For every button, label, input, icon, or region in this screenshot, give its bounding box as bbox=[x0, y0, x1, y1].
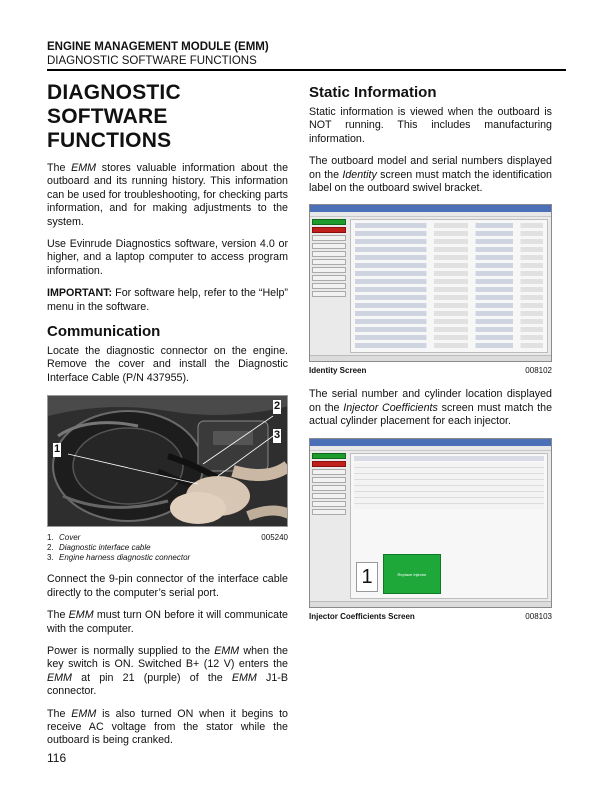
intro-paragraph: The EMM stores valuable information about the outboard and its running history. This information can be used for troubleshooting, for checking parts information, and for making adjustments to the system. bbox=[47, 162, 289, 228]
page-title bbox=[47, 81, 288, 153]
callout-1: 1 bbox=[54, 443, 61, 456]
screenshot-titlebar bbox=[310, 439, 551, 446]
identity-paragraph: The outboard model and serial numbers displayed on the Identity screen must match the identification label on the outboard swivel bracket. bbox=[309, 155, 552, 195]
screenshot-sidebar bbox=[312, 453, 346, 517]
screenshot-statusbar bbox=[310, 601, 551, 607]
header-rule bbox=[47, 69, 566, 71]
injector-screenshot bbox=[309, 438, 552, 608]
header-subsection: DIAGNOSTIC SOFTWARE FUNCTIONS bbox=[47, 55, 257, 67]
screenshot-sidebar bbox=[312, 219, 346, 299]
power-paragraph: Power is normally supplied to the EMM when the key switch is ON. Switched B+ (12 V) enters the EMM at pin 21 (purple) of the EMM J1-B connector. bbox=[47, 644, 288, 698]
identity-caption: Identity Screen 008102 bbox=[309, 366, 552, 376]
running-header bbox=[47, 40, 566, 68]
emm-on-paragraph: The EMM must turn ON before it will communicate with the computer. bbox=[47, 609, 288, 635]
title-line-1: DIAGNOSTIC bbox=[47, 81, 181, 104]
callout-3: 3 bbox=[274, 429, 281, 442]
injector-number: 1 bbox=[356, 562, 378, 592]
screenshot-menubar bbox=[310, 212, 551, 217]
callout-2: 2 bbox=[274, 400, 281, 413]
legend-item: 1. Cover bbox=[47, 533, 81, 543]
connector-paragraph: Locate the diagnostic connector on the engine. Remove the cover and install the Diagnostic Interface Cable (P/N 437955). bbox=[47, 345, 288, 384]
static-paragraph: Static information is viewed when the outboard is NOT running. This includes manufacturing information. bbox=[309, 106, 552, 145]
title-line-2: SOFTWARE FUNCTIONS bbox=[47, 105, 172, 152]
communication-heading: Communication bbox=[47, 323, 161, 341]
identity-screen-panel bbox=[350, 219, 548, 353]
legend-item: 3. Engine harness diagnostic connector bbox=[47, 553, 191, 563]
engine-photo-illustration bbox=[48, 396, 288, 527]
injector-screen-panel bbox=[350, 453, 548, 599]
screenshot-titlebar bbox=[310, 205, 551, 212]
legend-item: 2. Diagnostic interface cable bbox=[47, 543, 151, 553]
identity-screenshot bbox=[309, 204, 552, 362]
injector-paragraph: The serial number and cylinder location displayed on the Injector Coefficients screen must match the actual cylinder placement for each injector. bbox=[309, 388, 553, 428]
injector-caption: Injector Coefficients Screen 008103 bbox=[309, 611, 552, 621]
photo-legend bbox=[47, 533, 288, 563]
screenshot-menubar bbox=[310, 446, 551, 451]
software-paragraph: Use Evinrude Diagnostics software, version 4.0 or higher, and a laptop computer to access program information. bbox=[47, 238, 288, 277]
left-column bbox=[47, 78, 288, 757]
page-number: 116 bbox=[47, 751, 67, 765]
screenshot-statusbar bbox=[310, 355, 551, 361]
diagnostic-connector-photo bbox=[47, 395, 288, 527]
static-information-heading: Static Information bbox=[309, 84, 437, 101]
serial-port-paragraph: Connect the 9-pin connector of the interface cable directly to the computer’s serial port. bbox=[47, 573, 288, 599]
right-column bbox=[309, 78, 552, 634]
header-section: ENGINE MANAGEMENT MODULE (EMM) bbox=[47, 41, 269, 53]
stator-paragraph: The EMM is also turned ON when it begins to receive AC voltage from the stator while the outboard is being cranked. bbox=[47, 707, 289, 747]
replace-injector-button: Replace Injector bbox=[383, 554, 441, 594]
important-note: IMPORTANT: For software help, refer to the “Help” menu in the software. bbox=[47, 287, 288, 313]
photo-code: 005240 bbox=[261, 533, 288, 543]
